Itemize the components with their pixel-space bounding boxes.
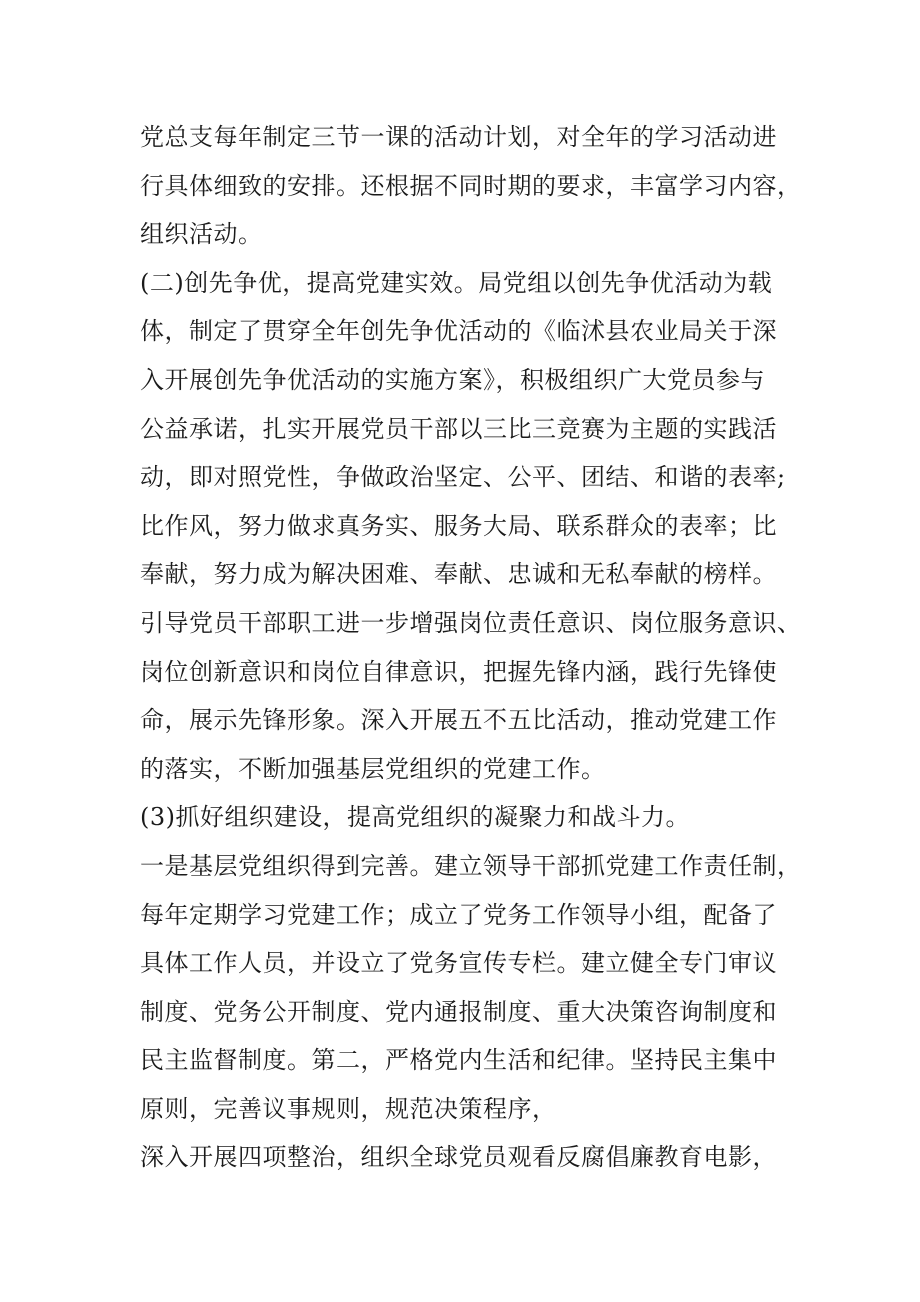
text-line: 比作风，努力做求真务实、服务大局、联系群众的表率；比 — [140, 511, 777, 540]
text-line: 每年定期学习党建工作；成立了党务工作领导小组，配备了 — [140, 900, 777, 929]
text-line: 入开展创先争优活动的实施方案》，积极组织广大党员参与 — [140, 365, 765, 394]
text-line: 深入开展四项整治，组织全球党员观看反腐倡廉教育电影， — [140, 1143, 777, 1172]
text-line: 动，即对照党性，争做政治坚定、公平、团结、和谐的表率; — [140, 463, 786, 492]
text-line: 岗位创新意识和岗位自律意识，把握先锋内涵，践行先锋使 — [140, 657, 777, 686]
text-line: 具体工作人员，并设立了党务宣传专栏。建立健全专门审议 — [140, 949, 777, 978]
text-line: 体，制定了贯穿全年创先争优活动的《临沭县农业局关于深 — [140, 317, 777, 346]
text-line: 引导党员干部职工进一步增强岗位责任意识、岗位服务意识、 — [140, 608, 802, 637]
text-line: 民主监督制度。第二，严格党内生活和纪律。坚持民主集中 — [140, 1046, 777, 1075]
text-line: 制度、党务公开制度、党内通报制度、重大决策咨询制度和 — [140, 997, 777, 1026]
text-line: 组织活动。 — [140, 220, 263, 249]
text-line: 的落实，不断加强基层党组织的党建工作。 — [140, 754, 606, 783]
text-line: 一是基层党组织得到完善。建立领导干部抓党建工作责任制， — [140, 851, 802, 880]
text-line: (二)创先争优，提高党建实效。局党组以创先争优活动为载 — [140, 268, 773, 297]
text-line: (3)抓好组织建设，提高党组织的凝聚力和战斗力。 — [140, 803, 690, 832]
text-line: 党总支每年制定三节一课的活动计划，对全年的学习活动进 — [140, 123, 777, 151]
document-body — [140, 113, 802, 1182]
text-line: 奉献，努力成为解决困难、奉献、忠诚和无私奉献的榜样。 — [140, 560, 777, 589]
text-line: 行具体细致的安排。还根据不同时期的要求，丰富学习内容， — [140, 171, 802, 200]
text-line: 命，展示先锋形象。深入开展五不五比活动，推动党建工作 — [140, 706, 777, 735]
text-line: 公益承诺，扎实开展党员干部以三比三竞赛为主题的实践活 — [140, 414, 777, 443]
text-line: 原则，完善议事规则，规范决策程序， — [140, 1094, 557, 1123]
